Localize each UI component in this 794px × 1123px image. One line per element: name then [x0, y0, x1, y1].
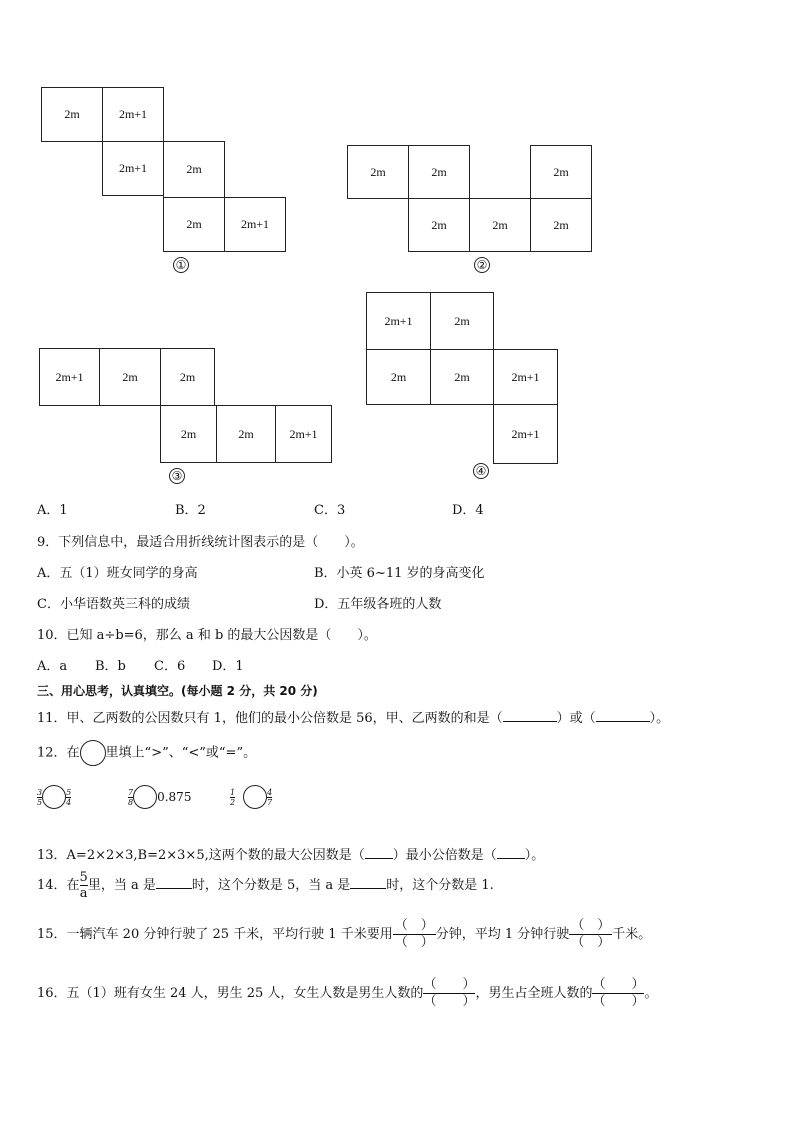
q16 [37, 977, 658, 1010]
q8-option-d[interactable]: D．4 [452, 503, 484, 518]
net-cell: 2m [163, 197, 225, 252]
q12-item-3 [230, 785, 272, 809]
q9-stem: 9．下列信息中，最适合用折线统计图表示的是（ ）。 [37, 535, 364, 550]
q15-pre: 15．一辆汽车 20 分钟行驶了 25 千米，平均行驶 1 千米要用 [37, 927, 393, 942]
q12-post: 里填上“>”、“<”或“=”。 [105, 745, 257, 761]
net-cell: 2m [160, 405, 217, 463]
q12-item-1 [37, 785, 71, 809]
net-cell: 2m+1 [39, 348, 100, 406]
compare-circle-icon [80, 740, 106, 766]
fraction: $\frac{1}{2}$ [230, 787, 236, 807]
fraction-blank[interactable]: （ ） （ ） [394, 918, 434, 950]
q9-option-b[interactable]: B．小英 6~11 岁的身高变化 [314, 566, 485, 581]
net-cell: 2m [430, 349, 494, 405]
net-cell: 2m [41, 87, 103, 142]
fraction: $\frac{3}{5}$ [37, 787, 43, 807]
net-cell: 2m [160, 348, 215, 406]
q10-option-c[interactable]: C．6 [154, 659, 186, 674]
net-cell: 2m [347, 145, 409, 199]
q15-mid: 分钟，平均 1 分钟行驶 [435, 927, 570, 942]
q14-end: 时，这个分数是 1. [386, 878, 494, 893]
net-cell: 2m [469, 198, 531, 252]
net-cell: 2m [530, 198, 592, 252]
q16-mid: ，男生占全班人数的 [475, 986, 593, 1001]
q8-option-a[interactable]: A．1 [37, 503, 68, 518]
answer-blank[interactable] [596, 721, 650, 722]
net-cell: 2m+1 [493, 349, 558, 405]
q14-mid1: 里，当 a 是 [87, 878, 156, 893]
q10-option-d[interactable]: D．1 [212, 659, 244, 674]
net-cell: 2m [163, 141, 225, 198]
q16-pre: 16．五（1）班有女生 24 人，男生 25 人，女生人数是男生人数的 [37, 986, 424, 1001]
q15-end: 千米。 [612, 927, 652, 942]
net-cell: 2m [99, 348, 161, 406]
answer-blank[interactable] [156, 888, 192, 889]
q13 [37, 844, 544, 863]
q13-mid: ）最小公倍数是（ [392, 848, 497, 863]
fraction: $\frac{5}{4}$ [66, 787, 72, 807]
q8-option-b[interactable]: B．2 [175, 503, 206, 518]
fraction: $\frac{5}{a}$ [79, 870, 88, 901]
net-cell: 2m+1 [102, 87, 164, 142]
q14 [37, 870, 494, 901]
answer-blank[interactable] [350, 888, 386, 889]
net-cell: 2m+1 [102, 141, 164, 196]
q10-option-a[interactable]: A．a [37, 659, 68, 674]
q8-option-c[interactable]: C．3 [314, 503, 346, 518]
net-cell: 2m+1 [275, 405, 332, 463]
q12-item-2 [128, 785, 191, 809]
q9-option-d[interactable]: D．五年级各班的人数 [314, 597, 442, 612]
q14-pre: 14．在 [37, 878, 80, 893]
q14-mid2: 时，这个分数是 5，当 a 是 [191, 878, 351, 893]
net-cell: 2m [408, 198, 470, 252]
net-cell: 2m [216, 405, 276, 463]
compare-circle-input[interactable] [133, 785, 157, 809]
q11 [37, 707, 669, 726]
decimal-value: 0.875 [157, 790, 192, 804]
fraction-blank[interactable]: （ ） （ ） [571, 918, 611, 950]
net-cell: 2m [430, 292, 494, 350]
net-label: ④ [473, 463, 489, 479]
net-cell: 2m+1 [493, 404, 558, 464]
net-label: ③ [169, 468, 185, 484]
q15 [37, 918, 651, 951]
q12-pre: 12．在 [37, 745, 80, 761]
answer-blank[interactable] [503, 721, 557, 722]
fraction: $\frac{4}{7}$ [267, 787, 273, 807]
compare-circle-input[interactable] [42, 785, 66, 809]
fraction: $\frac{7}{8}$ [128, 787, 134, 807]
net-label: ② [474, 257, 490, 273]
q9-option-c[interactable]: C．小华语数英三科的成绩 [37, 597, 190, 612]
fraction-blank[interactable]: （ ） （ ） [423, 977, 476, 1009]
q16-end: 。 [644, 986, 658, 1001]
q13-text: 13．A=2×2×3,B=2×3×5,这两个数的最大公因数是（ [37, 848, 365, 863]
net-cell: 2m [408, 145, 470, 199]
net-cell: 2m [366, 349, 431, 405]
q11-mid: ）或（ [556, 711, 596, 726]
net-cell: 2m [530, 145, 592, 199]
net-cell: 2m+1 [224, 197, 286, 252]
compare-circle-input[interactable] [243, 785, 267, 809]
net-label: ① [173, 257, 189, 273]
section-heading: 三、用心思考，认真填空。(每小题 2 分，共 20 分) [37, 684, 318, 698]
answer-blank[interactable] [497, 858, 525, 859]
q9-option-a[interactable]: A．五（1）班女同学的身高 [37, 566, 198, 581]
q12-stem [37, 740, 256, 766]
answer-blank[interactable] [365, 858, 393, 859]
q11-text: 11．甲、乙两数的公因数只有 1，他们的最小公倍数是 56，甲、乙两数的和是（ [37, 711, 503, 726]
q10-option-b[interactable]: B．b [95, 659, 126, 674]
fraction-blank[interactable]: （ ） （ ） [592, 977, 645, 1009]
q11-end: ）。 [649, 711, 670, 726]
net-cell: 2m+1 [366, 292, 431, 350]
q13-end: ）。 [524, 848, 545, 863]
q10-stem: 10．已知 a÷b=6，那么 a 和 b 的最大公因数是（ ）。 [37, 628, 377, 643]
